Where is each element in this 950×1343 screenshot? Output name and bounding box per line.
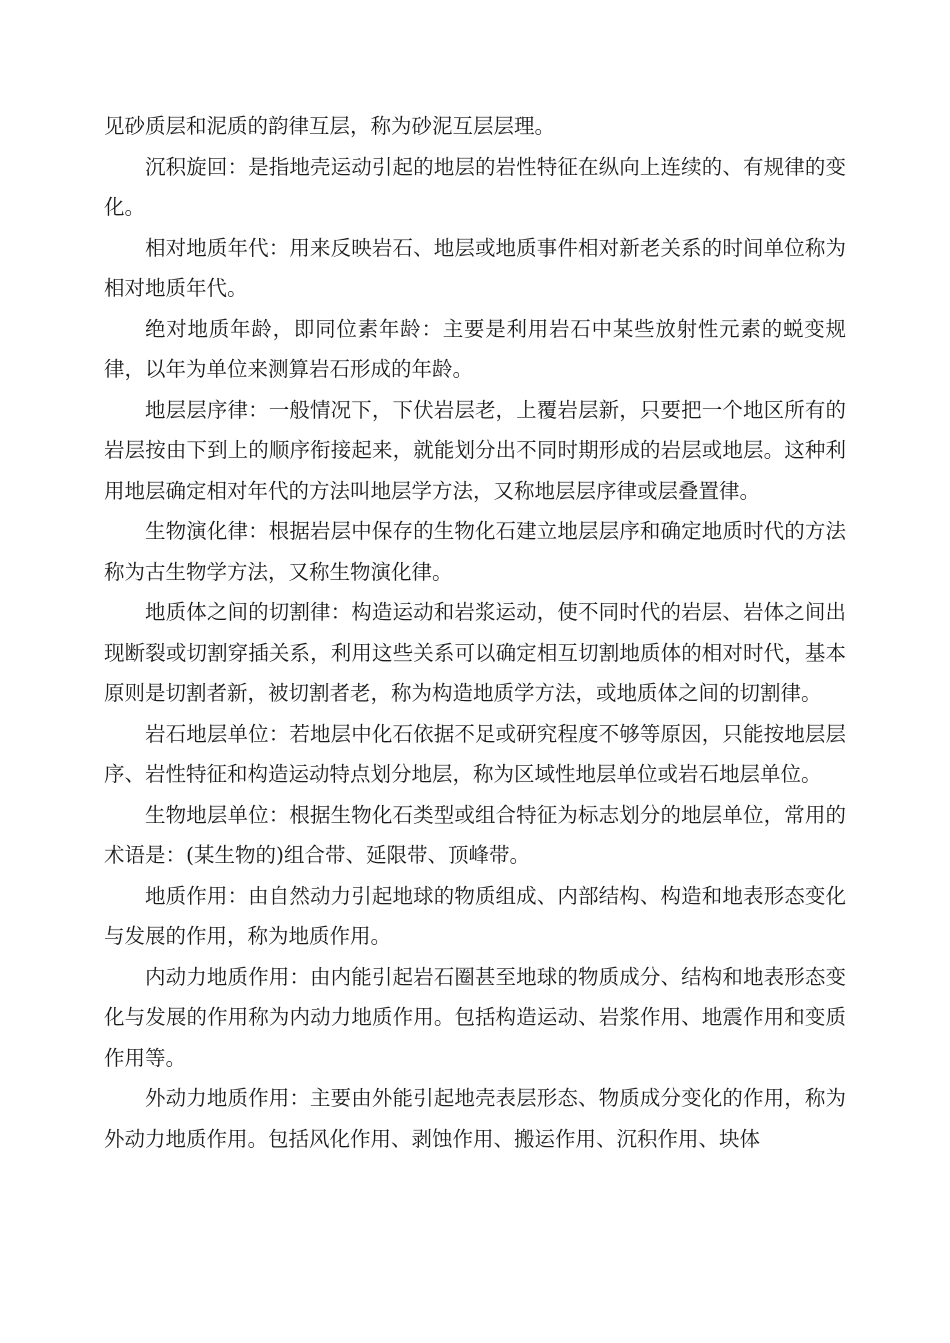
paragraph-stratigraphic-sequence-law: 地层层序律：一般情况下，下伏岩层老，上覆岩层新，只要把一个地区所有的岩层按由下到上的顺序衔接起来，就能划分出不同时期形成的岩层或地层。这种利用地层确定相对年代的方法叫地层学方法，又称地层层序律或层叠置律。 (104, 397, 846, 503)
paragraph-exogenic-process: 外动力地质作用：主要由外能引起地壳表层形态、物质成分变化的作用，称为外动力地质作用。包括风化作用、剥蚀作用、搬运作用、沉积作用、块体 (104, 1086, 846, 1151)
paragraph-geological-process: 地质作用：由自然动力引起地球的物质组成、内部结构、构造和地表形态变化与发展的作用，称为地质作用。 (104, 883, 846, 948)
paragraph-lithostratigraphic-unit: 岩石地层单位：若地层中化石依据不足或研究程度不够等原因，只能按地层层序、岩性特征和构造运动特点划分地层，称为区域性地层单位或岩石地层单位。 (104, 721, 846, 786)
paragraph-absolute-geologic-age: 绝对地质年龄，即同位素年龄：主要是利用岩石中某些放射性元素的蜕变规律，以年为单位来测算岩石形成的年龄。 (104, 316, 846, 381)
paragraph-biostratigraphic-unit: 生物地层单位：根据生物化石类型或组合特征为标志划分的地层单位，常用的术语是：(某生物的)组合带、延限带、顶峰带。 (104, 802, 846, 867)
paragraph-sedimentary-cycle: 沉积旋回：是指地壳运动引起的地层的岩性特征在纵向上连续的、有规律的变化。 (104, 154, 846, 219)
page-body (104, 106, 846, 1159)
paragraph-cross-cutting-law: 地质体之间的切割律：构造运动和岩浆运动，使不同时代的岩层、岩体之间出现断裂或切割穿插关系，利用这些关系可以确定相互切割地质体的相对时代，基本原则是切割者新，被切割者老，称为构造地质学方法，或地质体之间的切割律。 (104, 600, 846, 705)
paragraph-biological-evolution-law: 生物演化律：根据岩层中保存的生物化石建立地层层序和确定地质时代的方法称为古生物学方法，又称生物演化律。 (104, 519, 846, 584)
paragraph-endogenic-process: 内动力地质作用：由内能引起岩石圈甚至地球的物质成分、结构和地表形态变化与发展的作用称为内动力地质作用。包括构造运动、岩浆作用、地震作用和变质作用等。 (104, 964, 846, 1070)
paragraph-continuation: 见砂质层和泥质的韵律互层，称为砂泥互层层理。 (104, 114, 555, 138)
paragraph-relative-geologic-age: 相对地质年代：用来反映岩石、地层或地质事件相对新老关系的时间单位称为相对地质年代。 (104, 235, 846, 300)
